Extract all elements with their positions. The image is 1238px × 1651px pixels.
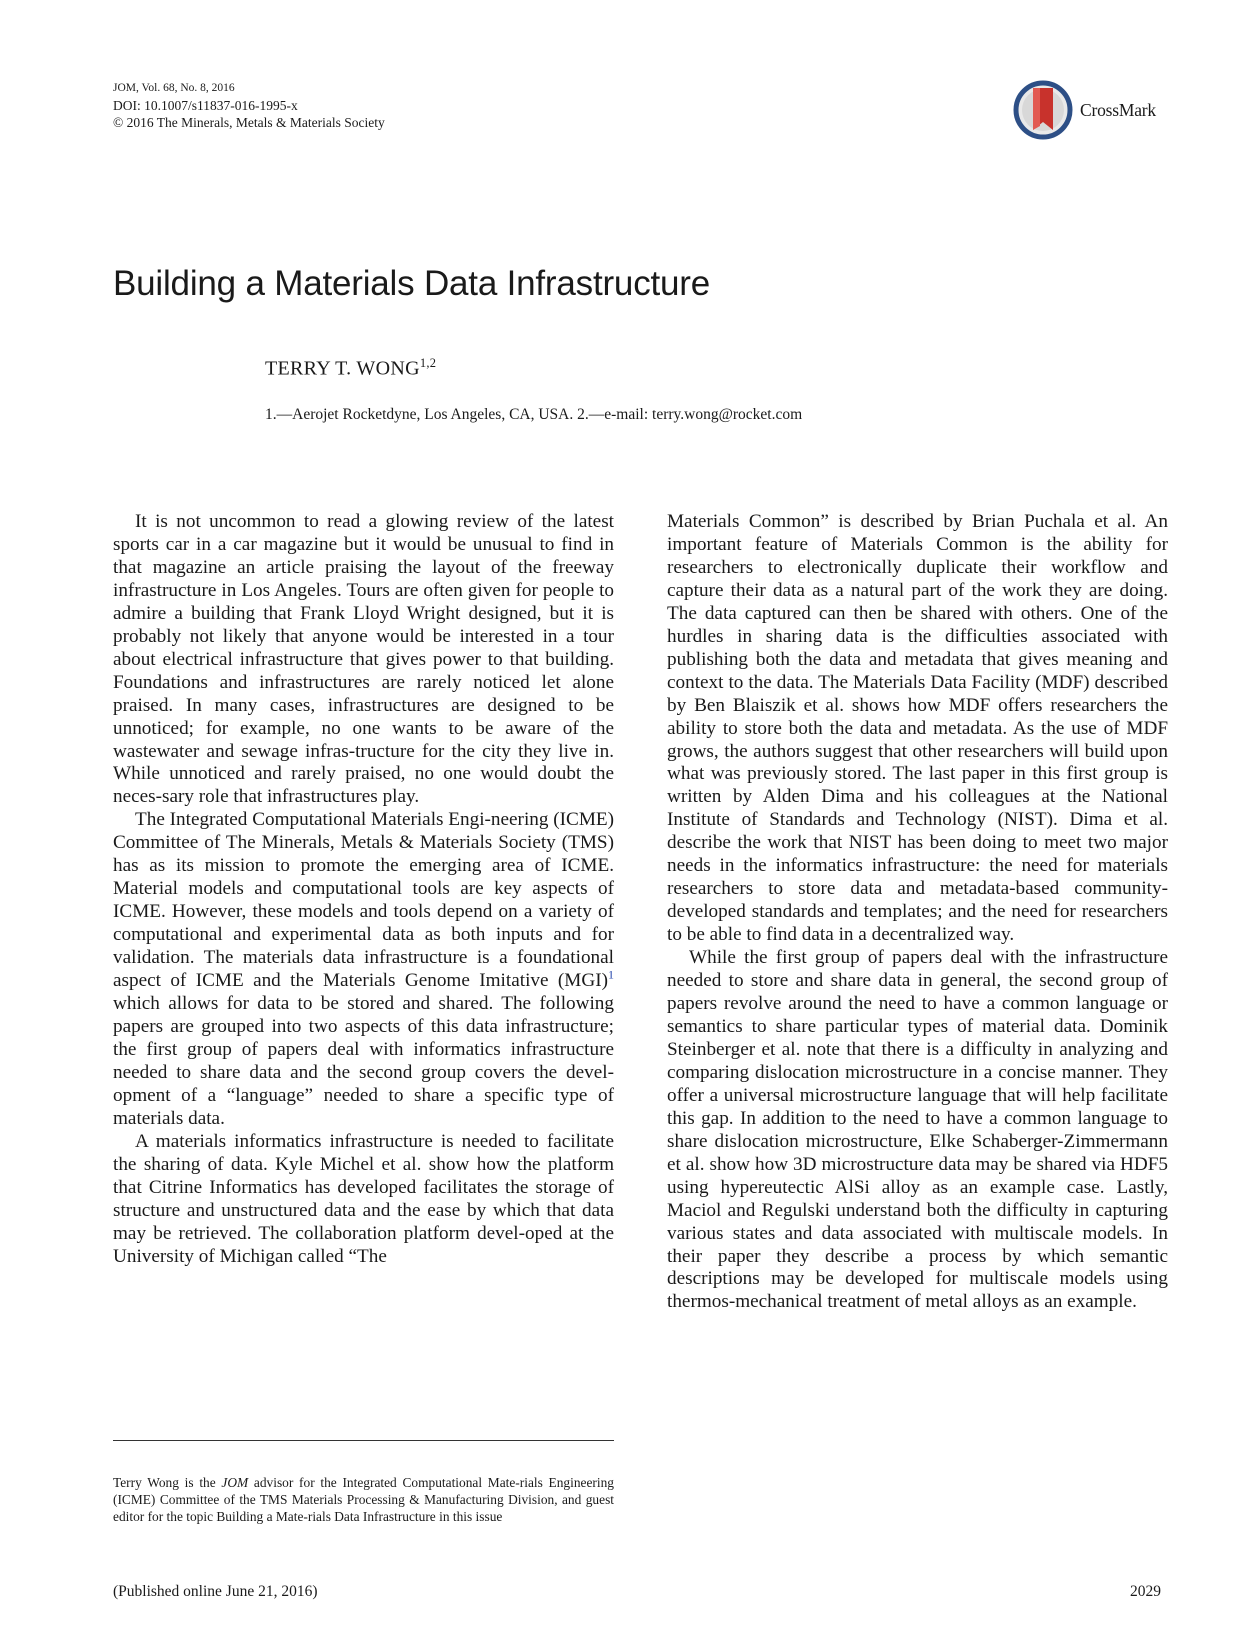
doi[interactable]: DOI: 10.1007/s11837-016-1995-x	[113, 98, 298, 113]
author-line	[265, 356, 436, 381]
author-name: TERRY T. WONG	[265, 357, 420, 380]
footnote-divider	[113, 1440, 614, 1441]
paragraph-2-part-a: The Integrated Computational Materials Engi-neering (ICME) Committee of The Minerals, Metals & Materials Society (TMS) has as its mission to promote the emerging area of ICME. Material models and computational tools are key aspects of ICME. However, these models and tools depend on a variety of computational and experimental data as both inputs and for validation. The materials data infrastructure is a foundational aspect of ICME and the Materials Genome Imitative (MGI)	[113, 809, 615, 992]
journal-citation: JOM, Vol. 68, No. 8, 2016	[113, 82, 235, 94]
crossmark-logo[interactable]	[1013, 80, 1193, 140]
body-column-right	[667, 511, 1168, 1314]
paragraph-3: A materials informatics infrastructure is needed to facilitate the sharing of data. Kyle Michel et al. show how the platform that Citrine Informatics has developed facilitates the storage of structure and unstructured data and the ease by which that data may be retrieved. The collaboration platform devel-oped at the University of Michigan called “The	[113, 1130, 614, 1267]
crossmark-icon	[1013, 80, 1073, 140]
paragraph-2	[113, 809, 614, 1130]
reference-link[interactable]: 1	[608, 967, 614, 982]
footnote-text-start: Terry Wong is the	[113, 1475, 222, 1490]
body-column-left	[113, 511, 614, 1268]
affiliation: 1.—Aerojet Rocketdyne, Los Angeles, CA, USA. 2.—e-mail: terry.wong@rocket.com	[265, 406, 803, 423]
article-title: Building a Materials Data Infrastructure	[113, 264, 710, 303]
paragraph-1: It is not uncommon to read a glowing review of the latest sports car in a car magazine but it would be unusual to find in that magazine an article praising the layout of the freeway infrastructure in Los Angeles. Tours are often given for people to admire a building that Frank Lloyd Wright designed, but it is probably not likely that anyone would be interested in a tour about electrical infrastructure that gives power to that building. Foundations and infrastructures are rarely noticed let alone praised. In many cases, infrastructures are designed to be unnoticed; for example, no one wants to be aware of the wastewater and sewage infras-tructure for the city they live in. While unnoticed and rarely praised, no one would doubt the neces-sary role that infrastructures play.	[113, 511, 614, 808]
paragraph-3-continued: Materials Common” is described by Brian Puchala et al. An important feature of Materials Common is the ability for researchers to electronically duplicate their workflow and capture their data as a natural part of the work they are doing. The data captured can then be shared with others. One of the hurdles in sharing data is the difficulties associated with publishing both the data and metadata that gives meaning and context to the data. The Materials Data Facility (MDF) described by Ben Blaiszik et al. shows how MDF offers researchers the ability to store both the data and metadata. As the use of MDF grows, the authors suggest that other researchers will build upon what was previously stored. The last paper in this first group is written by Alden Dima and his colleagues at the National Institute of Standards and Technology (NIST). Dima et al. describe the work that NIST has been doing to meet two major needs in the informatics infrastructure: the need for materials researchers to store data and metadata-based community-developed standards and templates; and the need for researchers to be able to find data in a decentralized way.	[667, 511, 1168, 946]
crossmark-label: CrossMark	[1080, 100, 1156, 120]
page-number: 2029	[1130, 1583, 1161, 1600]
author-affiliation-marks: 1,2	[419, 356, 437, 370]
paragraph-4: While the first group of papers deal with the infrastructure needed to store and share data in general, the second group of papers revolve around the need to have a common language or semantics to share particular types of material data. Dominik Steinberger et al. note that there is a difficulty in analyzing and comparing dislocation microstructure in a concise manner. They offer a universal microstructure language that will help facilitate this gap. In addition to the need to have a common language to share dislocation microstructure, Elke Schaberger-Zimmermann et al. show how 3D microstructure data may be shared via HDF5 using hypereutectic AlSi alloy as an example case. Lastly, Maciol and Regulski understand both the difficulty in capturing various states and data associated with multiscale models. In their paper they describe a process by which semantic descriptions may be developed for multiscale models using thermos-mechanical treatment of metal alloys as an example.	[667, 947, 1168, 1313]
copyright: © 2016 The Minerals, Metals & Materials Society	[113, 115, 385, 130]
author-footnote	[113, 1474, 614, 1525]
published-date: (Published online June 21, 2016)	[113, 1583, 318, 1600]
footnote-journal-name: JOM	[221, 1475, 249, 1490]
journal-metadata	[113, 80, 385, 131]
paragraph-2-part-b: which allows for data to be stored and shared. The following papers are grouped into two aspects of this data infrastructure; the first group of papers deal with informatics infrastructure needed to share data and the second group covers the devel-opment of a “language” needed to share a specific type of materials data.	[113, 993, 614, 1129]
footnote-text-end: advisor for the Integrated Computational Mate-rials Engineering (ICME) Committee of the TMS Materials Processing & Manufacturing Division, and guest editor for the topic Building a Mate-rials Data Infrastructure in this issue	[113, 1475, 614, 1524]
